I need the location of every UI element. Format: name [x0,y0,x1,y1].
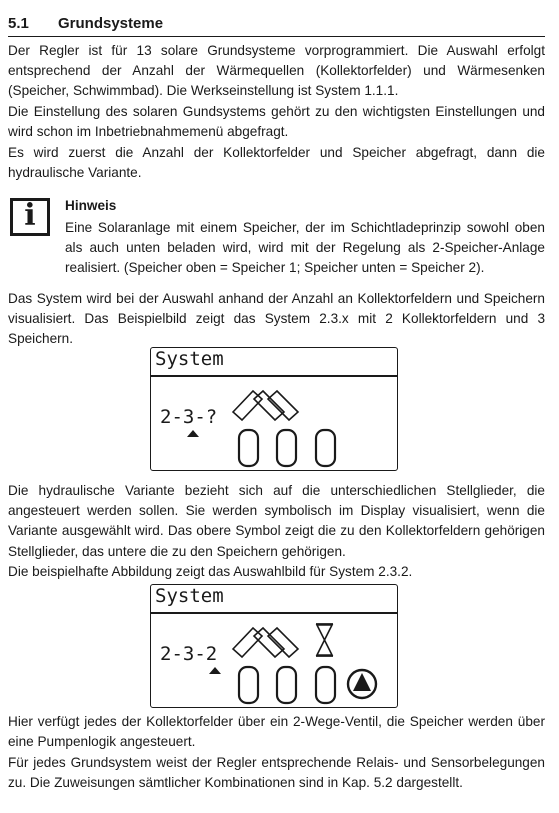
assignment-paragraph: Für jedes Grundsystem weist der Regler entsprechende Relais- und Sensorbelegungen zu. Die Zuweisungen sämtlicher Kombinationen sind in Kap. 5.2 dargestellt. [8,755,545,791]
system-code: 2-3-? [160,406,218,428]
collector-field-icon [268,628,298,657]
visualization-paragraph: Das System wird bei der Auswahl anhand der Anzahl an Kollektorfeldern und Speichern visualisiert. Das Beispielbild zeigt das System 2.3.x mit 2 Kollektorfeldern und 3 Speichern. [8,291,545,347]
hydraulic-variant-paragraph: Die hydraulische Variante bezieht sich auf die unterschiedlichen Stellglieder, die angesteuert werden sollen. Sie werden symbolisch im Display visualisiert, wenn die Variante ausgewählt wird. Das obere Symbol zeigt die zu den Kollektorfeldern gehörigen Stellglieder, das untere die zu den Speichern gehörigen. [8,483,545,559]
example-paragraph: Die beispielhafte Abbildung zeigt das Auswahlbild für System 2.3.2. [8,564,413,579]
valve-icon [316,624,333,656]
display-system-2-3-x [150,347,398,471]
store-icon [239,667,258,703]
section-heading [8,14,545,37]
hint-text: Eine Solaranlage mit einem Speicher, der im Schichtladeprinzip sowohl oben als auch unten beladen wird, wird mit der Regelung als 2-Speicher-Anlage realisiert. (Speicher oben = Speicher 1; Speicher unten = Speicher 2). [65,220,545,276]
info-icon [10,198,50,236]
system-symbols [151,348,397,470]
hint-title: Hinweis [65,198,117,213]
system-symbols [151,585,397,707]
store-icon [316,667,335,703]
display-system-2-3-2 [150,584,398,708]
system-code: 2-3-2 [160,643,218,665]
section-title: Grundsysteme [58,15,164,32]
intro-paragraph: Der Regler ist für 13 solare Grundsysteme vorprogrammiert. Die Auswahl erfolgt entsprechend der Anzahl der Wärmequellen (Kollektorfelder) und Wärmesenken (Speicher, Schwimmbad). Die Werkseinstellung ist System 1.1.1. [8,43,545,99]
collector-field-icon [233,391,284,420]
query-order-paragraph: Es wird zuerst die Anzahl der Kollektorfelder und Speicher abgefragt, dann die hydraulische Variante. [8,145,545,181]
info-glyph: i [24,198,36,233]
pump-icon [348,670,376,698]
section-number: 5.1 [8,15,29,32]
setting-paragraph: Die Einstellung des solaren Gundsystems gehört zu den wichtigsten Einstellungen und wird schon im Inbetriebnahmemenü abgefragt. [8,104,545,140]
store-icon [316,430,335,466]
collector-field-icon [268,391,298,420]
store-icon [277,430,296,466]
collector-field-icon [233,628,284,657]
store-icon [277,667,296,703]
display-title: System [155,585,224,607]
valve-logic-paragraph: Hier verfügt jedes der Kollektorfelder über ein 2-Wege-Ventil, die Speicher werden über eine Pumpenlogik angesteuert. [8,714,545,750]
display-title: System [155,348,224,370]
store-icon [239,430,258,466]
